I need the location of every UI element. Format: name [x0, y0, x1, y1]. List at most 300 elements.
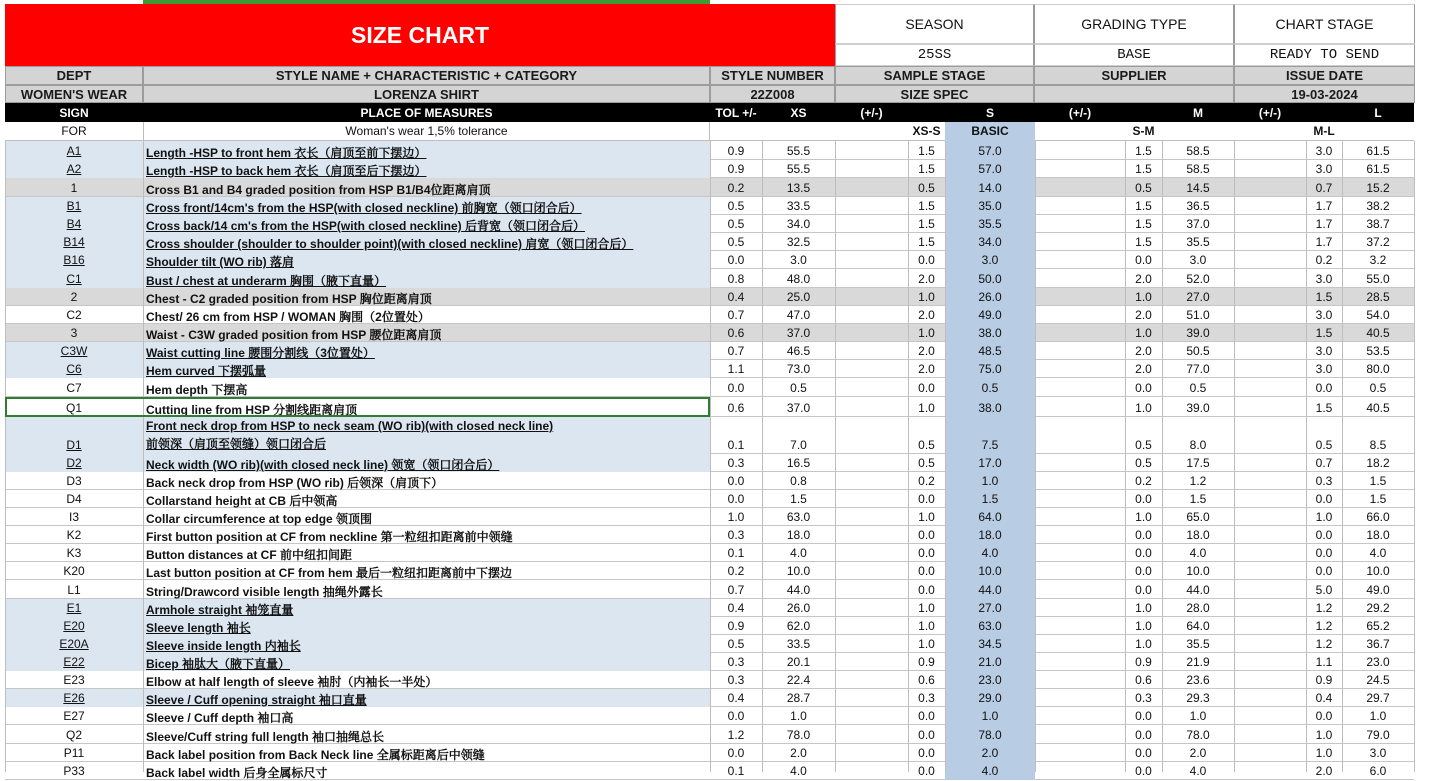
row-sign[interactable]: B4: [66, 217, 82, 231]
cell-l[interactable]: 23.0: [1366, 655, 1390, 669]
cell-s[interactable]: 18.0: [945, 526, 1035, 544]
cell-m[interactable]: 0.5: [1189, 381, 1207, 395]
cell-m[interactable]: 37.0: [1186, 217, 1210, 231]
row-sign[interactable]: E22: [63, 655, 85, 669]
row-sign[interactable]: B14: [63, 235, 85, 249]
cell-xs-s[interactable]: 2.0: [918, 272, 935, 286]
cell-xs-s[interactable]: 1.5: [918, 235, 935, 249]
cell-s[interactable]: 4.0: [945, 762, 1035, 780]
cell-s[interactable]: 48.5: [945, 342, 1035, 360]
cell-xs-s[interactable]: 0.0: [918, 728, 935, 742]
cell-m-l[interactable]: 5.0: [1315, 583, 1333, 597]
cell-m-l[interactable]: 3.0: [1315, 308, 1333, 322]
cell-s-m[interactable]: 2.0: [1135, 272, 1152, 286]
cell-m[interactable]: 23.6: [1186, 673, 1210, 687]
cell-xs[interactable]: 78.0: [786, 728, 811, 742]
cell-m[interactable]: 10.0: [1186, 564, 1210, 578]
cell-xs[interactable]: 33.5: [786, 637, 811, 651]
cell-tol[interactable]: 0.5: [727, 235, 745, 249]
cell-m[interactable]: 35.5: [1186, 637, 1210, 651]
cell-xs[interactable]: 3.0: [790, 253, 807, 267]
cell-m[interactable]: 3.0: [1189, 253, 1207, 267]
row-description[interactable]: Bust / chest at underarm 胸围（腋下直量）: [146, 274, 387, 288]
style-number-value[interactable]: 22Z008: [710, 85, 835, 103]
cell-s[interactable]: 63.0: [945, 617, 1035, 635]
cell-s-m[interactable]: 0.9: [1135, 655, 1152, 669]
cell-tol[interactable]: 0.1: [727, 764, 745, 778]
cell-s[interactable]: 3.0: [945, 251, 1035, 269]
dept-value[interactable]: WOMEN'S WEAR: [5, 85, 143, 103]
cell-xs[interactable]: 16.5: [786, 456, 811, 470]
row-sign[interactable]: C3W: [60, 344, 88, 358]
cell-s-m[interactable]: 0.0: [1135, 546, 1152, 560]
cell-m-l[interactable]: 0.2: [1315, 253, 1333, 267]
cell-tol[interactable]: 0.3: [727, 673, 745, 687]
cell-tol[interactable]: 0.4: [727, 691, 745, 705]
cell-m[interactable]: 58.5: [1186, 162, 1210, 176]
row-description[interactable]: Hem curved 下摆弧量: [146, 364, 267, 378]
cell-m-l[interactable]: 3.0: [1315, 344, 1333, 358]
cell-xs[interactable]: 47.0: [786, 308, 811, 322]
row-description-line2[interactable]: 前领深（肩顶至领缝）领口闭合后: [146, 437, 327, 451]
cell-xs-s[interactable]: 0.0: [918, 746, 935, 760]
cell-l[interactable]: 40.5: [1366, 326, 1390, 340]
cell-s-m[interactable]: 1.0: [1135, 637, 1152, 651]
cell-l[interactable]: 55.0: [1366, 272, 1390, 286]
cell-xs-s[interactable]: 1.5: [918, 217, 935, 231]
cell-tol[interactable]: 0.4: [727, 601, 745, 615]
cell-tol[interactable]: 0.0: [727, 474, 745, 488]
cell-xs[interactable]: 20.1: [786, 655, 811, 669]
cell-xs-s[interactable]: 1.0: [918, 601, 935, 615]
cell-xs[interactable]: 7.0: [790, 438, 807, 452]
cell-m[interactable]: 28.0: [1186, 601, 1210, 615]
cell-xs[interactable]: 37.0: [786, 401, 811, 415]
cell-xs-s[interactable]: 1.5: [918, 199, 935, 213]
cell-m[interactable]: 1.2: [1189, 474, 1207, 488]
cell-xs[interactable]: 4.0: [790, 764, 807, 778]
cell-l[interactable]: 18.2: [1366, 456, 1390, 470]
cell-m[interactable]: 4.0: [1189, 546, 1207, 560]
cell-xs[interactable]: 22.4: [786, 673, 811, 687]
cell-m-l[interactable]: 0.5: [1315, 438, 1333, 452]
cell-l[interactable]: 79.0: [1366, 728, 1390, 742]
cell-m[interactable]: 14.5: [1186, 181, 1210, 195]
cell-m-l[interactable]: 1.7: [1315, 217, 1333, 231]
cell-l[interactable]: 8.5: [1369, 438, 1387, 452]
cell-xs-s[interactable]: 2.0: [918, 308, 935, 322]
cell-s[interactable]: 78.0: [945, 725, 1035, 744]
cell-s[interactable]: 4.0: [945, 544, 1035, 562]
cell-s-m[interactable]: 1.5: [1135, 144, 1152, 158]
cell-xs[interactable]: 0.5: [790, 381, 807, 395]
sample-stage-value[interactable]: SIZE SPEC: [835, 85, 1034, 103]
cell-xs-s[interactable]: 0.0: [918, 764, 935, 778]
row-description[interactable]: Length -HSP to back hem 衣长（肩顶至后下摆边）: [146, 164, 427, 178]
cell-xs[interactable]: 4.0: [790, 546, 807, 560]
cell-tol[interactable]: 0.9: [727, 162, 745, 176]
cell-m[interactable]: 35.5: [1186, 235, 1210, 249]
chart-stage-value[interactable]: READY TO SEND: [1234, 44, 1415, 66]
row-description[interactable]: Cross back/14 cm's from the HSP(with closed neckline) 后背宽（领口闭合后）: [146, 219, 585, 233]
cell-tol[interactable]: 0.7: [727, 583, 745, 597]
cell-xs[interactable]: 33.5: [786, 199, 811, 213]
cell-xs-s[interactable]: 1.5: [918, 162, 935, 176]
cell-l[interactable]: 38.2: [1366, 199, 1390, 213]
cell-tol[interactable]: 0.0: [727, 492, 745, 506]
cell-xs[interactable]: 10.0: [786, 564, 811, 578]
cell-s[interactable]: 34.5: [945, 635, 1035, 653]
cell-tol[interactable]: 0.3: [727, 655, 745, 669]
cell-l[interactable]: 10.0: [1366, 564, 1390, 578]
cell-tol[interactable]: 0.3: [727, 528, 745, 542]
cell-tol[interactable]: 0.9: [727, 619, 745, 633]
cell-m-l[interactable]: 0.0: [1315, 492, 1333, 506]
cell-xs[interactable]: 55.5: [786, 144, 811, 158]
cell-m[interactable]: 77.0: [1186, 362, 1210, 376]
cell-s-m[interactable]: 1.5: [1135, 162, 1152, 176]
cell-s[interactable]: 1.0: [945, 707, 1035, 725]
cell-tol[interactable]: 1.1: [727, 362, 745, 376]
row-description[interactable]: Neck width (WO rib)(with closed neck line) 领宽（领口闭合后）: [146, 458, 500, 472]
cell-l[interactable]: 1.5: [1369, 492, 1387, 506]
row-sign[interactable]: C1: [66, 272, 82, 286]
cell-xs-s[interactable]: 0.0: [918, 583, 935, 597]
cell-xs[interactable]: 1.5: [790, 492, 807, 506]
cell-l[interactable]: 37.2: [1366, 235, 1390, 249]
cell-m[interactable]: 21.9: [1186, 655, 1210, 669]
cell-tol[interactable]: 0.8: [727, 272, 745, 286]
cell-xs[interactable]: 37.0: [786, 326, 811, 340]
cell-m-l[interactable]: 1.5: [1315, 401, 1333, 415]
cell-l[interactable]: 3.0: [1369, 746, 1387, 760]
cell-m-l[interactable]: 1.2: [1315, 637, 1333, 651]
cell-m-l[interactable]: 3.0: [1315, 362, 1333, 376]
cell-s-m[interactable]: 2.0: [1135, 344, 1152, 358]
cell-m-l[interactable]: 0.0: [1315, 381, 1333, 395]
cell-tol[interactable]: 0.2: [727, 564, 745, 578]
cell-xs[interactable]: 73.0: [786, 362, 811, 376]
cell-s-m[interactable]: 0.0: [1135, 709, 1152, 723]
cell-m[interactable]: 58.5: [1186, 144, 1210, 158]
cell-l[interactable]: 4.0: [1369, 546, 1387, 560]
row-description[interactable]: Cross shoulder (shoulder to shoulder point)(with closed neckline) 肩宽（领口闭合后）: [146, 237, 634, 251]
row-description[interactable]: Sleeve / Cuff opening straight 袖口直量: [146, 693, 367, 707]
cell-tol[interactable]: 0.4: [727, 290, 745, 304]
cell-s-m[interactable]: 0.3: [1135, 691, 1152, 705]
cell-s-m[interactable]: 2.0: [1135, 362, 1152, 376]
row-sign[interactable]: E20A: [59, 637, 89, 651]
cell-s[interactable]: 57.0: [945, 141, 1035, 160]
cell-m[interactable]: 36.5: [1186, 199, 1210, 213]
cell-m[interactable]: 8.0: [1189, 438, 1207, 452]
cell-xs-s[interactable]: 0.9: [918, 655, 935, 669]
cell-tol[interactable]: 0.6: [727, 326, 745, 340]
cell-m-l[interactable]: 1.7: [1315, 235, 1333, 249]
cell-xs[interactable]: 46.5: [786, 344, 811, 358]
row-sign[interactable]: E1: [66, 601, 82, 615]
cell-s-m[interactable]: 0.0: [1135, 564, 1152, 578]
cell-l[interactable]: 40.5: [1366, 401, 1390, 415]
cell-xs-s[interactable]: 0.5: [918, 456, 935, 470]
cell-m[interactable]: 39.0: [1186, 326, 1210, 340]
cell-m-l[interactable]: 3.0: [1315, 162, 1333, 176]
cell-l[interactable]: 49.0: [1366, 583, 1390, 597]
cell-m[interactable]: 2.0: [1189, 746, 1207, 760]
cell-xs-s[interactable]: 1.0: [918, 510, 935, 524]
cell-s-m[interactable]: 0.5: [1135, 181, 1152, 195]
cell-l[interactable]: 3.2: [1369, 253, 1387, 267]
cell-m-l[interactable]: 1.5: [1315, 326, 1333, 340]
cell-xs-s[interactable]: 0.6: [918, 673, 935, 687]
cell-m-l[interactable]: 1.2: [1315, 619, 1333, 633]
cell-m[interactable]: 4.0: [1189, 764, 1207, 778]
row-sign[interactable]: D2: [66, 456, 82, 470]
cell-tol[interactable]: 0.7: [727, 308, 745, 322]
row-sign[interactable]: C6: [66, 362, 82, 376]
cell-s[interactable]: 7.5: [945, 417, 1035, 454]
row-description[interactable]: Sleeve length 袖长: [146, 621, 251, 635]
cell-tol[interactable]: 0.5: [727, 217, 745, 231]
cell-xs-s[interactable]: 0.0: [918, 381, 935, 395]
row-sign[interactable]: E20: [63, 619, 85, 633]
cell-xs-s[interactable]: 2.0: [918, 362, 935, 376]
cell-s[interactable]: 1.5: [945, 490, 1035, 508]
cell-m[interactable]: 17.5: [1186, 456, 1210, 470]
cell-m-l[interactable]: 0.0: [1315, 546, 1333, 560]
cell-s[interactable]: 35.0: [945, 197, 1035, 215]
row-description[interactable]: Sleeve inside length 内袖长: [146, 639, 301, 653]
row-description[interactable]: Armhole straight 袖笼直量: [146, 603, 294, 617]
cell-s[interactable]: 26.0: [945, 288, 1035, 306]
cell-m-l[interactable]: 1.1: [1315, 655, 1333, 669]
cell-m-l[interactable]: 0.7: [1315, 181, 1333, 195]
cell-s[interactable]: 38.0: [945, 324, 1035, 342]
cell-s-m[interactable]: 1.0: [1135, 401, 1152, 415]
cell-s-m[interactable]: 0.0: [1135, 492, 1152, 506]
cell-xs-s[interactable]: 1.0: [918, 619, 935, 633]
cell-s[interactable]: 2.0: [945, 744, 1035, 762]
cell-s-m[interactable]: 1.0: [1135, 290, 1152, 304]
cell-tol[interactable]: 0.0: [727, 746, 745, 760]
cell-xs-s[interactable]: 0.0: [918, 709, 935, 723]
cell-xs[interactable]: 44.0: [786, 583, 811, 597]
cell-m-l[interactable]: 1.7: [1315, 199, 1333, 213]
cell-m-l[interactable]: 1.0: [1315, 728, 1333, 742]
cell-tol[interactable]: 0.0: [727, 381, 745, 395]
cell-l[interactable]: 15.2: [1366, 181, 1390, 195]
cell-tol[interactable]: 0.7: [727, 344, 745, 358]
cell-s[interactable]: 57.0: [945, 160, 1035, 178]
cell-s-m[interactable]: 1.0: [1135, 619, 1152, 633]
row-sign[interactable]: B1: [66, 199, 82, 213]
cell-tol[interactable]: 1.0: [727, 510, 745, 524]
cell-s-m[interactable]: 1.5: [1135, 217, 1152, 231]
cell-xs-s[interactable]: 0.2: [918, 474, 935, 488]
cell-xs-s[interactable]: 0.5: [918, 181, 935, 195]
cell-l[interactable]: 29.7: [1366, 691, 1390, 705]
row-description[interactable]: Length -HSP to front hem 衣长（肩顶至前下摆边）: [146, 146, 427, 160]
cell-m-l[interactable]: 0.3: [1315, 474, 1333, 488]
cell-xs[interactable]: 28.7: [786, 691, 811, 705]
row-description[interactable]: Bicep 袖肽大（腋下直量）: [146, 657, 291, 671]
cell-l[interactable]: 53.5: [1366, 344, 1390, 358]
cell-tol[interactable]: 0.3: [727, 456, 745, 470]
cell-s[interactable]: 0.5: [945, 378, 1035, 397]
cell-s-m[interactable]: 0.0: [1135, 728, 1152, 742]
cell-tol[interactable]: 0.1: [727, 438, 745, 452]
cell-m[interactable]: 51.0: [1186, 308, 1210, 322]
row-description[interactable]: Waist cutting line 腰围分割线（3位置处）: [146, 346, 375, 360]
cell-m-l[interactable]: 3.0: [1315, 272, 1333, 286]
cell-xs[interactable]: 2.0: [790, 746, 807, 760]
cell-l[interactable]: 1.5: [1369, 474, 1387, 488]
row-sign[interactable]: E26: [63, 691, 85, 705]
cell-l[interactable]: 54.0: [1366, 308, 1390, 322]
cell-m[interactable]: 44.0: [1186, 583, 1210, 597]
cell-l[interactable]: 36.7: [1366, 637, 1390, 651]
cell-tol[interactable]: 0.5: [727, 199, 745, 213]
cell-s-m[interactable]: 1.5: [1135, 235, 1152, 249]
cell-xs-s[interactable]: 0.5: [918, 438, 935, 452]
cell-xs[interactable]: 13.5: [786, 181, 811, 195]
cell-xs[interactable]: 32.5: [786, 235, 811, 249]
cell-xs-s[interactable]: 1.0: [918, 326, 935, 340]
cell-m-l[interactable]: 0.0: [1315, 528, 1333, 542]
cell-m[interactable]: 78.0: [1186, 728, 1210, 742]
row-description[interactable]: Cross front/14cm's from the HSP(with closed neckline) 前胸宽（领口闭合后）: [146, 201, 582, 215]
cell-l[interactable]: 1.0: [1369, 709, 1387, 723]
cell-m[interactable]: 1.0: [1189, 709, 1207, 723]
cell-xs[interactable]: 62.0: [786, 619, 811, 633]
cell-s[interactable]: 49.0: [945, 306, 1035, 324]
cell-m-l[interactable]: 0.0: [1315, 564, 1333, 578]
cell-m[interactable]: 50.5: [1186, 344, 1210, 358]
cell-s-m[interactable]: 1.0: [1135, 601, 1152, 615]
cell-xs-s[interactable]: 1.0: [918, 290, 935, 304]
cell-s-m[interactable]: 1.0: [1135, 326, 1152, 340]
cell-xs[interactable]: 48.0: [786, 272, 811, 286]
cell-l[interactable]: 61.5: [1366, 162, 1390, 176]
row-description[interactable]: Front neck drop from HSP to neck seam (WO rib)(with closed neck line): [146, 419, 554, 433]
cell-xs-s[interactable]: 0.0: [918, 564, 935, 578]
cell-xs[interactable]: 55.5: [786, 162, 811, 176]
cell-s[interactable]: 35.5: [945, 215, 1035, 233]
cell-s-m[interactable]: 0.6: [1135, 673, 1152, 687]
cell-m[interactable]: 52.0: [1186, 272, 1210, 286]
cell-m[interactable]: 18.0: [1186, 528, 1210, 542]
cell-tol[interactable]: 0.2: [727, 181, 745, 195]
cell-xs[interactable]: 1.0: [790, 709, 807, 723]
cell-s[interactable]: 38.0: [945, 397, 1035, 417]
cell-tol[interactable]: 0.0: [727, 253, 745, 267]
cell-l[interactable]: 0.5: [1369, 381, 1387, 395]
cell-tol[interactable]: 0.0: [727, 709, 745, 723]
row-sign[interactable]: D1: [66, 438, 82, 452]
cell-s-m[interactable]: 1.5: [1135, 199, 1152, 213]
cell-xs-s[interactable]: 1.0: [918, 401, 935, 415]
cell-xs-s[interactable]: 0.0: [918, 528, 935, 542]
cell-m-l[interactable]: 1.0: [1315, 510, 1333, 524]
cell-xs-s[interactable]: 0.3: [918, 691, 935, 705]
cell-s[interactable]: 21.0: [945, 653, 1035, 671]
cell-xs[interactable]: 26.0: [786, 601, 811, 615]
cell-m-l[interactable]: 0.4: [1315, 691, 1333, 705]
cell-xs-s[interactable]: 0.0: [918, 253, 935, 267]
cell-m[interactable]: 29.3: [1186, 691, 1210, 705]
cell-l[interactable]: 66.0: [1366, 510, 1390, 524]
cell-s[interactable]: 1.0: [945, 472, 1035, 490]
cell-l[interactable]: 6.0: [1369, 764, 1387, 778]
cell-m-l[interactable]: 0.7: [1315, 456, 1333, 470]
cell-l[interactable]: 29.2: [1366, 601, 1390, 615]
cell-m[interactable]: 64.0: [1186, 619, 1210, 633]
cell-s[interactable]: 75.0: [945, 360, 1035, 378]
cell-xs-s[interactable]: 0.0: [918, 492, 935, 506]
cell-xs-s[interactable]: 1.5: [918, 144, 935, 158]
season-value[interactable]: 25SS: [835, 44, 1034, 66]
cell-xs-s[interactable]: 2.0: [918, 344, 935, 358]
cell-tol[interactable]: 0.9: [727, 144, 745, 158]
cell-l[interactable]: 18.0: [1366, 528, 1390, 542]
cell-tol[interactable]: 1.2: [727, 728, 745, 742]
style-name-value[interactable]: LORENZA SHIRT: [143, 85, 710, 103]
cell-s[interactable]: 64.0: [945, 508, 1035, 526]
cell-s[interactable]: 17.0: [945, 454, 1035, 472]
cell-m-l[interactable]: 0.0: [1315, 709, 1333, 723]
row-sign[interactable]: B16: [63, 253, 85, 267]
grading-type-value[interactable]: BASE: [1034, 44, 1234, 66]
cell-s-m[interactable]: 0.5: [1135, 456, 1152, 470]
cell-s[interactable]: 14.0: [945, 178, 1035, 197]
cell-l[interactable]: 80.0: [1366, 362, 1390, 376]
cell-s-m[interactable]: 0.2: [1135, 474, 1152, 488]
cell-s-m[interactable]: 0.0: [1135, 528, 1152, 542]
cell-xs[interactable]: 34.0: [786, 217, 811, 231]
cell-xs-s[interactable]: 0.0: [918, 546, 935, 560]
cell-s[interactable]: 29.0: [945, 689, 1035, 707]
cell-s-m[interactable]: 2.0: [1135, 308, 1152, 322]
cell-s[interactable]: 50.0: [945, 269, 1035, 288]
cell-m-l[interactable]: 2.0: [1315, 764, 1333, 778]
cell-s-m[interactable]: 0.0: [1135, 764, 1152, 778]
cell-s-m[interactable]: 0.0: [1135, 381, 1152, 395]
cell-s-m[interactable]: 1.0: [1135, 510, 1152, 524]
cell-xs[interactable]: 25.0: [786, 290, 811, 304]
cell-s[interactable]: 27.0: [945, 599, 1035, 617]
cell-xs-s[interactable]: 1.0: [918, 637, 935, 651]
cell-xs[interactable]: 0.8: [790, 474, 807, 488]
cell-m-l[interactable]: 3.0: [1315, 144, 1333, 158]
cell-s[interactable]: 10.0: [945, 562, 1035, 580]
cell-xs[interactable]: 63.0: [786, 510, 811, 524]
cell-m-l[interactable]: 1.5: [1315, 290, 1333, 304]
cell-tol[interactable]: 0.6: [727, 401, 745, 415]
cell-s-m[interactable]: 0.0: [1135, 583, 1152, 597]
row-sign[interactable]: A1: [66, 144, 82, 158]
cell-m-l[interactable]: 1.2: [1315, 601, 1333, 615]
cell-tol[interactable]: 0.1: [727, 546, 745, 560]
row-sign[interactable]: A2: [66, 162, 82, 176]
cell-s[interactable]: 34.0: [945, 233, 1035, 251]
cell-s[interactable]: 23.0: [945, 671, 1035, 689]
cell-m[interactable]: 39.0: [1186, 401, 1210, 415]
cell-l[interactable]: 65.2: [1366, 619, 1390, 633]
cell-m-l[interactable]: 0.9: [1315, 673, 1333, 687]
cell-s-m[interactable]: 0.5: [1135, 438, 1152, 452]
cell-l[interactable]: 61.5: [1366, 144, 1390, 158]
cell-s[interactable]: 44.0: [945, 580, 1035, 599]
